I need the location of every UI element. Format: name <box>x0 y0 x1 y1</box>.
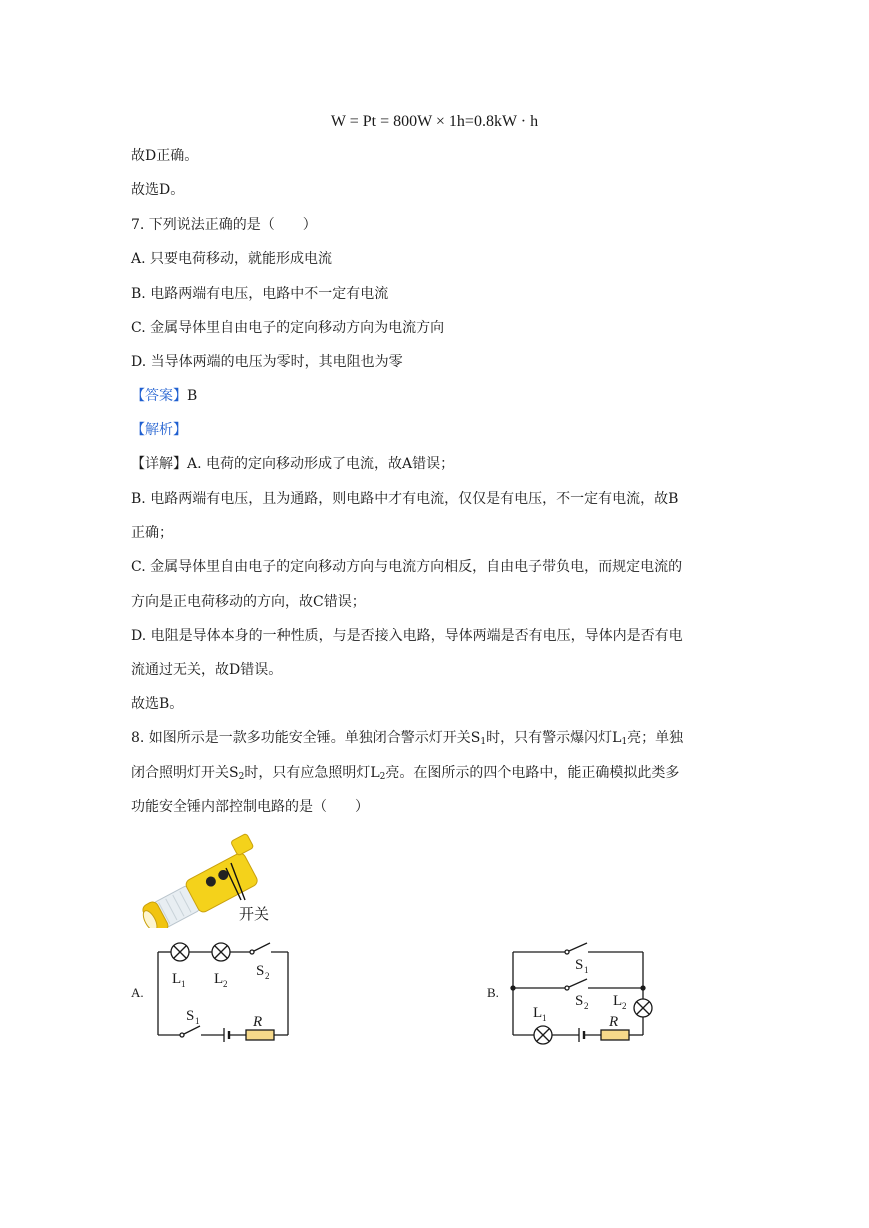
detail-line-1 <box>131 455 454 473</box>
detail-tag: 【详解】 <box>131 456 187 472</box>
option-a-label: A. <box>131 985 144 1000</box>
b-resistor-r-label: R <box>609 1014 619 1030</box>
detail-line-4: C. 金属导体里自由电子的定向移动方向与电流方向相反，自由电子带负电，而规定电流的 <box>131 559 683 575</box>
lamp-l1-sub: 1 <box>181 979 186 989</box>
b-lamp-l1-label: L <box>533 1005 543 1021</box>
q8-text-1a: 8. 如图所示是一款多功能安全锤。单独闭合警示灯开关S <box>131 730 481 746</box>
detail-line-8: 故选B。 <box>131 696 184 712</box>
q8-text-2c: 亮。在图所示的四个电路中，能正确模拟此类多 <box>385 765 680 781</box>
q8-sub-l1: 1 <box>621 737 628 747</box>
formula-text: W = Pt = 800W × 1h=0.8kW · h <box>330 113 539 130</box>
safety-hammer-image <box>131 828 281 928</box>
switch-s1-label: S <box>186 1008 195 1024</box>
lamp-l1-label: L <box>172 971 182 987</box>
detail-line-3: 正确； <box>131 525 173 541</box>
question-8-line-3: 功能安全锤内部控制电路的是（ ） <box>131 799 369 815</box>
q8-text-1b: 时，只有警示爆闪灯L <box>486 730 622 746</box>
answer-tag: 【答案】 <box>131 388 187 404</box>
detail-line-2: B. 电路两端有电压，且为通路，则电路中才有电流，仅仅是有电压，不一定有电流，故B <box>131 491 679 507</box>
detail-line-7: 流通过无关，故D错误。 <box>131 662 283 678</box>
b-lamp-l2-label: L <box>613 993 623 1009</box>
switch-s2-label: S <box>256 963 265 979</box>
detail-a: A. 电荷的定向移动形成了电流，故A错误； <box>187 456 455 472</box>
q8-text-2a: 闭合照明灯开关S <box>131 765 239 781</box>
q8-sub-s1: 1 <box>480 737 487 747</box>
question-8-line-1 <box>131 729 683 751</box>
switch-s2-sub: 2 <box>265 971 270 981</box>
resistor-r-label: R <box>253 1014 263 1030</box>
q8-sub-s2: 2 <box>238 772 245 782</box>
energy-formula <box>0 113 869 131</box>
circuit-a <box>150 935 295 1047</box>
q8-text-2b: 时，只有应急照明灯L <box>244 765 380 781</box>
option-b-label: B. <box>487 985 499 1000</box>
switch-s1-sub: 1 <box>195 1016 200 1026</box>
answer-line <box>131 387 197 405</box>
b-switch-s2-sub: 2 <box>584 1001 589 1011</box>
analysis-tag: 【解析】 <box>131 422 187 438</box>
question-7: 7. 下列说法正确的是（ ） <box>131 217 317 233</box>
b-lamp-l2-sub: 2 <box>622 1001 627 1011</box>
lamp-l2-label: L <box>214 971 224 987</box>
choice-line: 故选D。 <box>131 182 185 198</box>
q8-text-1c: 亮；单独 <box>627 730 684 746</box>
b-switch-s1-sub: 1 <box>584 965 589 975</box>
conclusion-line: 故D正确。 <box>131 148 199 164</box>
b-lamp-l1-sub: 1 <box>542 1013 547 1023</box>
option-7b: B. 电路两端有电压，电路中不一定有电流 <box>131 286 389 302</box>
circuit-b <box>505 935 660 1050</box>
detail-line-6: D. 电阻是导体本身的一种性质，与是否接入电路，导体两端是否有电压，导体内是否有电 <box>131 628 683 644</box>
b-switch-s1-label: S <box>575 957 584 973</box>
detail-line-5: 方向是正电荷移动的方向，故C错误； <box>131 594 366 610</box>
option-7c: C. 金属导体里自由电子的定向移动方向为电流方向 <box>131 320 445 336</box>
question-8-line-2 <box>131 764 679 786</box>
q8-sub-l2: 2 <box>379 772 386 782</box>
answer-value: B <box>187 388 198 404</box>
switch-label: 开关 <box>239 907 270 923</box>
option-7d: D. 当导体两端的电压为零时，其电阻也为零 <box>131 354 403 370</box>
option-7a: A. 只要电荷移动，就能形成电流 <box>131 251 333 267</box>
b-switch-s2-label: S <box>575 993 584 1009</box>
lamp-l2-sub: 2 <box>223 979 228 989</box>
